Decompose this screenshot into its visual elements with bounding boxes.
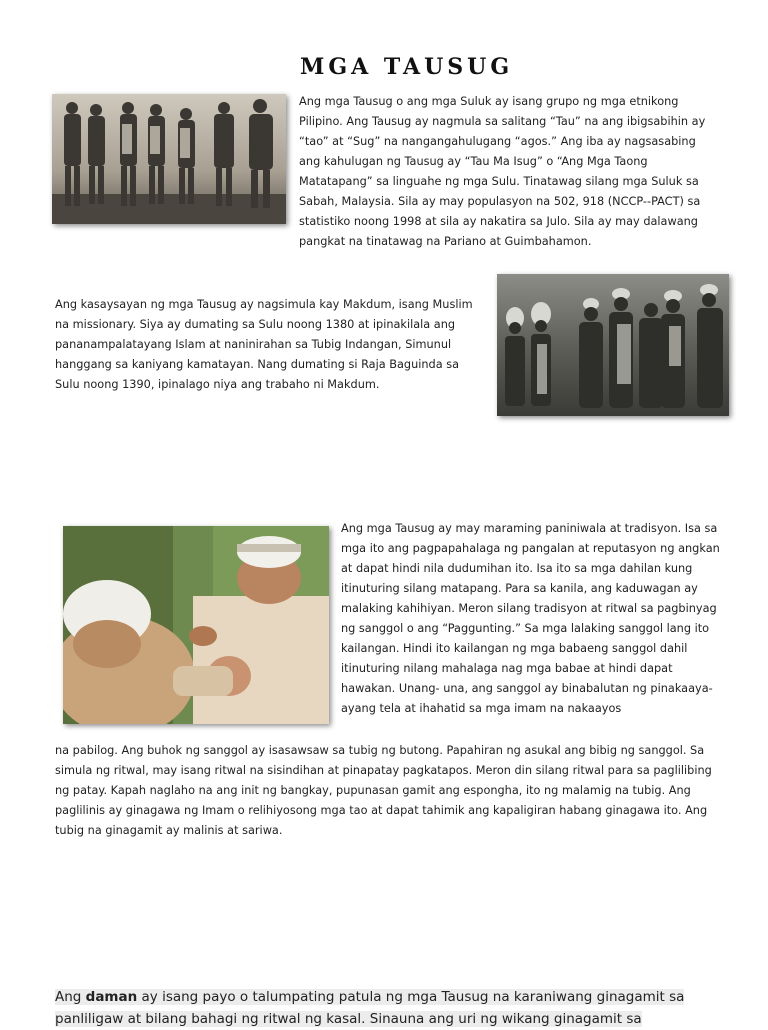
traditions-paragraph-continued: na pabilog. Ang buhok ng sanggol ay isasawsaw sa tubig ng butong. Papahiran ng asukal ang bibig ng sanggol. Sa simula ng ritwal, may isang ritwal na sisindihan at pinapatay pagkatapos. Meron din silang ritwal para sa paglilibing ng patay. Kapah naglaho na ang init ng bangkay, pupunasan gamit ang espongha, ito ng malamig na tubig. Ang paglilinis ay ginagawa ng Imam o relihiyosong mga tao at dapat tahimik ang kapaligiran habang ginagawa ito. Ang tubig na ginagamit ay malinis at sariwa. bbox=[55, 744, 712, 837]
history-paragraph: Ang kasaysayan ng mga Tausug ay nagsimula kay Makdum, isang Muslim na missionary. Siya ay dumating sa Sulu noong 1380 at ipinakilala ang pananampalatayang Islam at naninirahan sa Tubig Indangan, Simunul hanggang sa kaniyang kamatayan. Nang dumating si Raja Baguinda sa Sulu noong 1390, ipinalago niya ang trabaho ni Makdum. bbox=[55, 298, 473, 391]
intro-paragraph: Ang mga Tausug o ang mga Suluk ay isang grupo ng mga etnikong Pilipino. Ang Tausug ay nagmula sa salitang “Tau” na ang ibigsabihin ay “tao” at “Sug” na nangangahulugang “agos.” Ang iba ay nagsasabing ang kahulugan ng Tausug ay “Tau Ma Isug” o “Ang Mga Taong Matatapang” sa linguahe ng mga Sulu. Tinatawag silang mga Suluk sa Sabah, Malaysia. Sila ay may populasyon na 502, 918 (NCCP--PACT) sa statistiko noong 1998 at sila ay nakatira sa Julo. Sila ay may dalawang pangkat na tinatawag na Pariano at Guimbahamon. bbox=[299, 95, 706, 248]
photo-tausug-group bbox=[497, 274, 729, 416]
page-title: MGA TAUSUG bbox=[300, 54, 514, 80]
daman-text-pre: Ang bbox=[55, 989, 86, 1005]
daman-text-post: ay isang payo o talumpating patula ng mga Tausug na karaniwang ginagamit sa panliligaw at bilang bahagi ng ritwal ng kasal. Sinauna ang uri ng wikang ginagamit sa bbox=[55, 989, 685, 1027]
traditions-paragraph: Ang mga Tausug ay may maraming paniniwala at tradisyon. Isa sa mga ito ang pagpapahalaga ng pangalan at reputasyon ng angkan at dapat hindi nila dudumihan ito. Isa ito sa mga dahilan kung itinuturing silang matapang. Para sa kanila, ang kaduwagan ay malaking kahihiyan. Meron silang tradisyon at ritwal sa pagbinyag ng sanggol o ang “Paggunting.” Sa mga lalaking sanggol lang ito kailangan. Hindi ito kailangan ng mga babaeng sanggol dahil itinuturing nilang mahalaga nag mga babae at hindi dapat hawakan. Unang- una, ang sanggol ay binabalutan ng pinakaaya-ayang tela at ihahatid sa mga imam na nakaayos bbox=[341, 522, 720, 715]
daman-term: daman bbox=[85, 989, 138, 1005]
daman-paragraph bbox=[55, 986, 715, 1030]
photo-paggunting-ritual bbox=[63, 526, 329, 724]
photo-tausug-warriors bbox=[52, 94, 286, 224]
